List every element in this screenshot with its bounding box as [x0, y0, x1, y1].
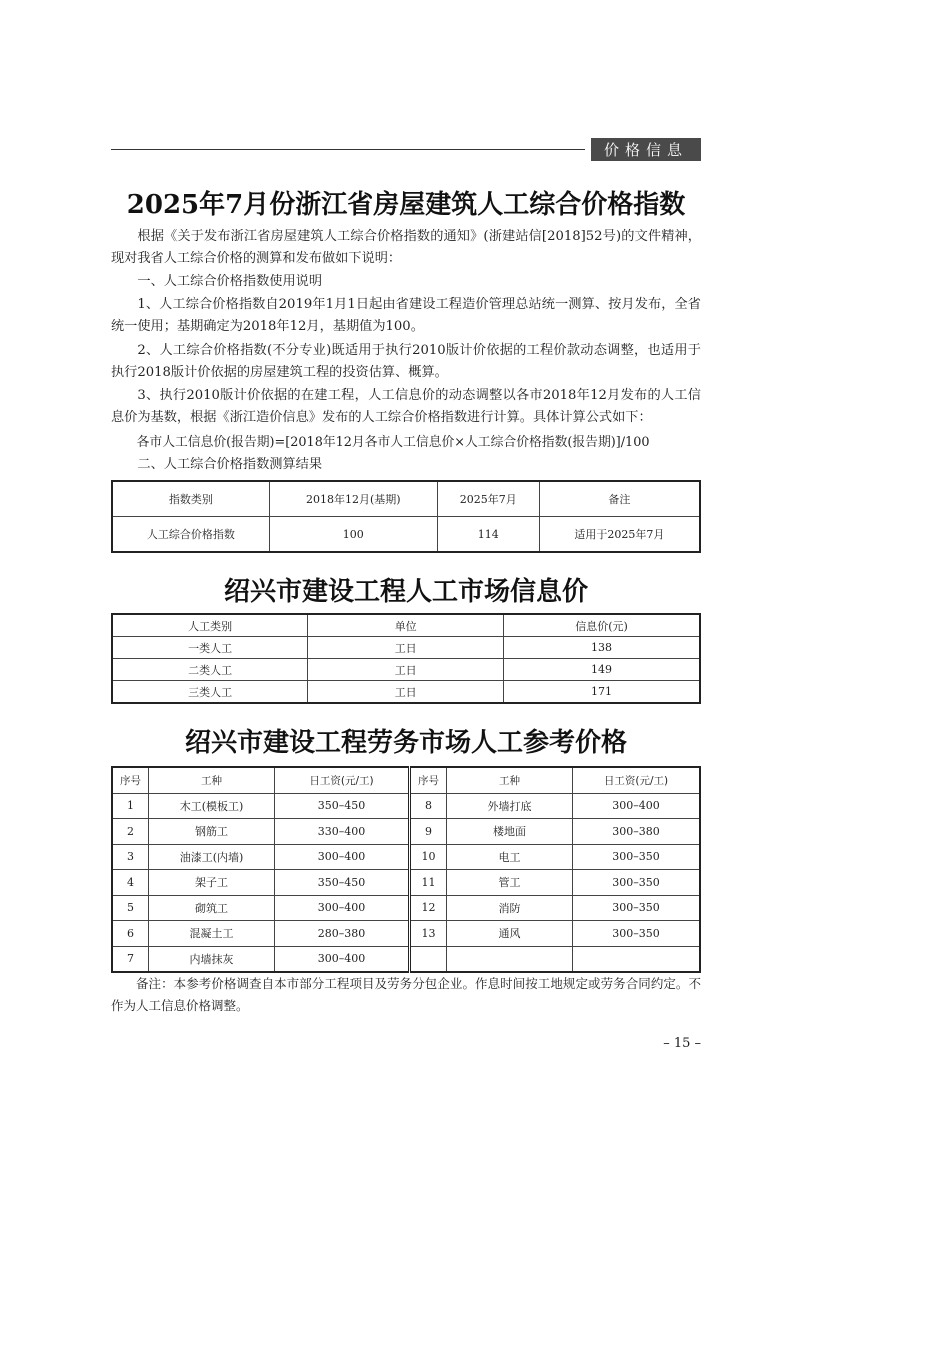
table-cell: 300–400	[573, 793, 701, 819]
table-header-cell: 指数类别	[112, 481, 269, 517]
table-cell: 300–350	[573, 921, 701, 947]
article2-title: 绍兴市建设工程人工市场信息价	[223, 577, 588, 607]
table-cell: 300–400	[275, 895, 410, 921]
table-cell: 1	[112, 793, 149, 819]
table-header-cell: 日工资(元/工)	[573, 767, 701, 793]
table-cell: 消防	[447, 895, 573, 921]
table-cell: 混凝土工	[149, 921, 275, 947]
table-header-cell: 2018年12月(基期)	[269, 481, 437, 517]
table-cell: 外墙打底	[447, 793, 573, 819]
table-cell: 114	[437, 517, 539, 553]
table-cell: 280–380	[275, 921, 410, 947]
table-cell: 300–350	[573, 844, 701, 870]
table-cell: 3	[112, 844, 149, 870]
table-row	[112, 793, 700, 819]
table-cell: 木工(模板工)	[149, 793, 275, 819]
table-cell: 300–380	[573, 819, 701, 845]
table-header-cell: 序号	[112, 767, 149, 793]
table-cell: 架子工	[149, 870, 275, 896]
table-cell: 300–350	[573, 895, 701, 921]
table-row	[112, 844, 700, 870]
table-cell	[573, 946, 701, 972]
table-cell: 10	[410, 844, 447, 870]
table-cell: 楼地面	[447, 819, 573, 845]
table-row	[112, 637, 700, 659]
table-cell: 7	[112, 946, 149, 972]
table-header-row	[112, 481, 700, 517]
table-cell: 4	[112, 870, 149, 896]
table-cell: 300–400	[275, 946, 410, 972]
table-row	[112, 819, 700, 845]
table-cell: 内墙抹灰	[149, 946, 275, 972]
table-cell: 100	[269, 517, 437, 553]
table-row	[112, 946, 700, 972]
table-cell: 300–400	[275, 844, 410, 870]
table-cell: 330–400	[275, 819, 410, 845]
table-header-cell: 备注	[539, 481, 700, 517]
table-cell: 2	[112, 819, 149, 845]
table-cell: 171	[504, 681, 700, 704]
table-row	[112, 681, 700, 704]
table-header-cell: 信息价(元)	[504, 614, 700, 637]
table-cell: 350–450	[275, 870, 410, 896]
table-header-cell: 工种	[149, 767, 275, 793]
table-cell: 一类人工	[112, 637, 308, 659]
table-cell: 工日	[308, 659, 504, 681]
table-cell: 工日	[308, 637, 504, 659]
table-cell: 300–350	[573, 870, 701, 896]
article1-item3: 3、执行2010版计价依据的在建工程，人工信息价的动态调整以各市2018年12月发布的人工信息价为基数，根据《浙江造价信息》发布的人工综合价格指数进行计算。具体计算公式如下：	[111, 388, 701, 425]
table-header-row	[112, 614, 700, 637]
table-cell: 通风	[447, 921, 573, 947]
table-cell: 6	[112, 921, 149, 947]
table-cell	[447, 946, 573, 972]
table-cell: 适用于2025年7月	[539, 517, 700, 553]
table-cell: 350–450	[275, 793, 410, 819]
table-header-cell: 2025年7月	[437, 481, 539, 517]
table-cell: 138	[504, 637, 700, 659]
table-cell: 149	[504, 659, 700, 681]
table-header-cell: 工种	[447, 767, 573, 793]
table-cell: 砌筑工	[149, 895, 275, 921]
article1-item2: 2、人工综合价格指数(不分专业)既适用于执行2010版计价依据的工程价款动态调整，也适用于执行2018版计价依据的房屋建筑工程的投资估算、概算。	[111, 343, 701, 380]
article1-section2: 二、人工综合价格指数测算结果	[137, 457, 323, 472]
table-cell: 13	[410, 921, 447, 947]
table-cell: 8	[410, 793, 447, 819]
table-row	[112, 659, 700, 681]
index-table	[111, 480, 701, 553]
table-row	[112, 921, 700, 947]
table-cell: 12	[410, 895, 447, 921]
table-cell: 9	[410, 819, 447, 845]
header-rule	[111, 149, 585, 150]
article1-intro: 根据《关于发布浙江省房屋建筑人工综合价格指数的通知》(浙建站信[2018]52号)的文件精神，现对我省人工综合价格的测算和发布做如下说明：	[111, 229, 701, 266]
table-row	[112, 517, 700, 553]
article1-section1: 一、人工综合价格指数使用说明	[137, 274, 323, 289]
table-cell: 5	[112, 895, 149, 921]
table-cell: 人工综合价格指数	[112, 517, 269, 553]
table-row	[112, 895, 700, 921]
table-cell: 三类人工	[112, 681, 308, 704]
table-header-cell: 序号	[410, 767, 447, 793]
table-header-row	[112, 767, 700, 793]
article1-title: 2025年7月份浙江省房屋建筑人工综合价格指数	[126, 190, 686, 220]
table-cell	[410, 946, 447, 972]
footnote: 备注：本参考价格调查自本市部分工程项目及劳务分包企业。作息时间按工地规定或劳务合同约定。不作为人工信息价格调整。	[111, 976, 701, 1013]
table-row	[112, 870, 700, 896]
article1-formula: 各市人工信息价(报告期)=[2018年12月各市人工信息价×人工综合价格指数(报告期)]/100	[136, 435, 650, 450]
table-header-cell: 人工类别	[112, 614, 308, 637]
page-number: – 15 –	[663, 1036, 701, 1051]
table-cell: 管工	[447, 870, 573, 896]
table-cell: 电工	[447, 844, 573, 870]
info-price-table	[111, 613, 701, 704]
table-cell: 工日	[308, 681, 504, 704]
table-cell: 油漆工(内墙)	[149, 844, 275, 870]
table-cell: 二类人工	[112, 659, 308, 681]
table-cell: 11	[410, 870, 447, 896]
table-header-cell: 单位	[308, 614, 504, 637]
labor-reference-table	[111, 766, 701, 973]
article1-item1: 1、人工综合价格指数自2019年1月1日起由省建设工程造价管理总站统一测算、按月发布，全省统一使用；基期确定为2018年12月，基期值为100。	[111, 297, 701, 334]
article3-title: 绍兴市建设工程劳务市场人工参考价格	[184, 728, 627, 758]
table-header-cell: 日工资(元/工)	[275, 767, 410, 793]
table-cell: 钢筋工	[149, 819, 275, 845]
section-tag: 价格信息	[591, 138, 701, 161]
